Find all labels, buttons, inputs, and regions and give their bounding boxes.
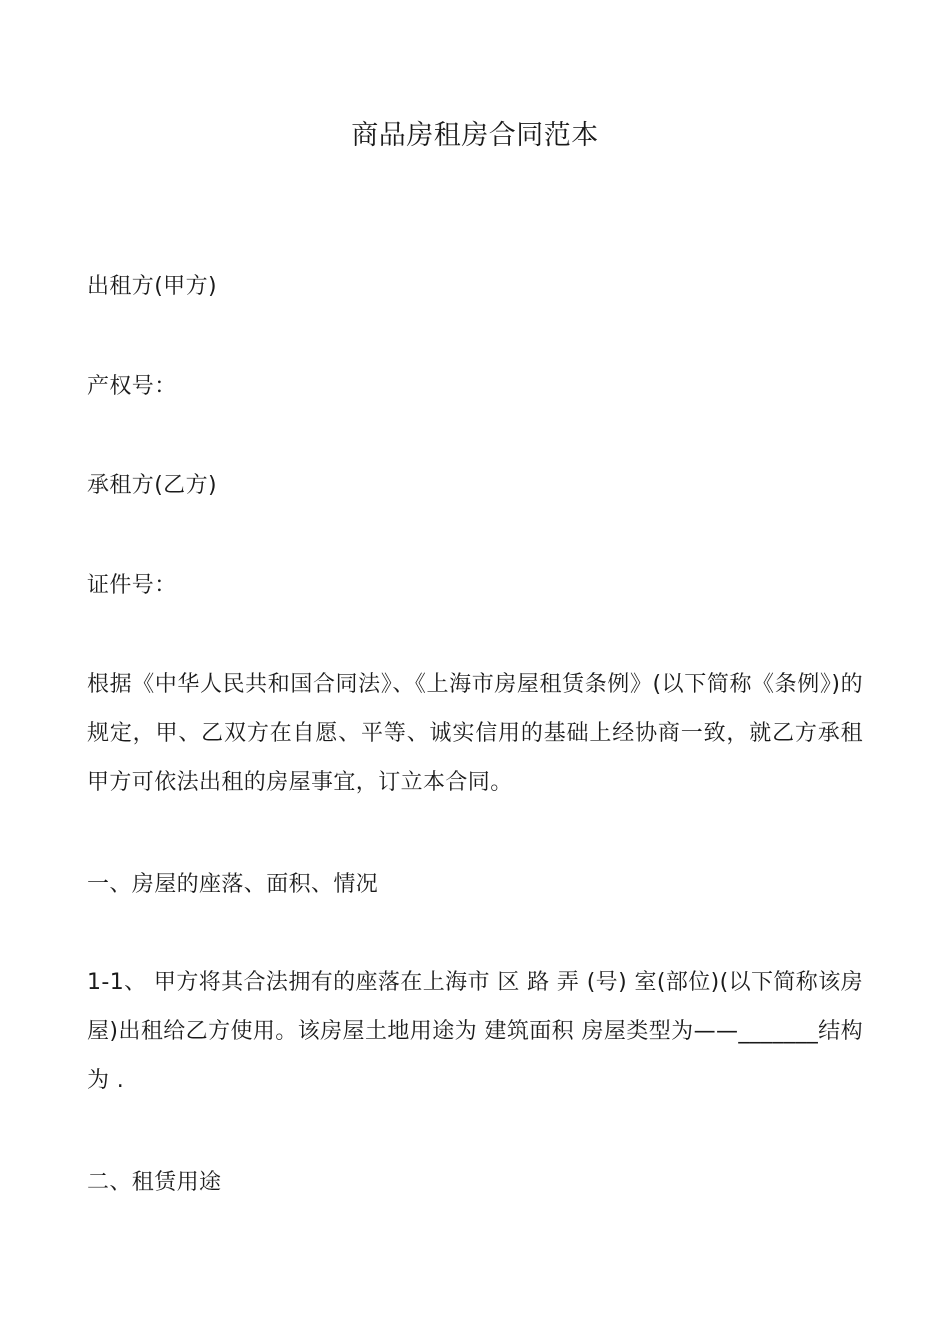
certificate-number-label: 证件号：: [87, 573, 177, 598]
preamble-paragraph: 根据《中华人民共和国合同法》、《上海市房屋租赁条例》(以下简称《条例》)的规定，甲、乙双方在自愿、平等、诚实信用的基础上经协商一致，就乙方承租甲方可依法出租的房屋事宜，订立本合同。: [87, 672, 863, 795]
section-2-heading: 二、租赁用途: [87, 1170, 222, 1195]
clause-1-1-paragraph: 1-1、 甲方将其合法拥有的座落在上海市 区 路 弄 (号) 室(部位)(以下简称该房屋)出租给乙方使用。该房屋土地用途为 建筑面积 房屋类型为——_______结构为 .: [87, 970, 864, 1093]
lessee-label: 承租方(乙方): [87, 473, 217, 498]
document-title: 商品房租房合同范本: [351, 120, 599, 151]
section-1-heading: 一、房屋的座落、面积、情况: [87, 872, 379, 897]
lessor-label: 出租方(甲方): [87, 274, 217, 299]
title-number-label: 产权号：: [87, 374, 177, 399]
